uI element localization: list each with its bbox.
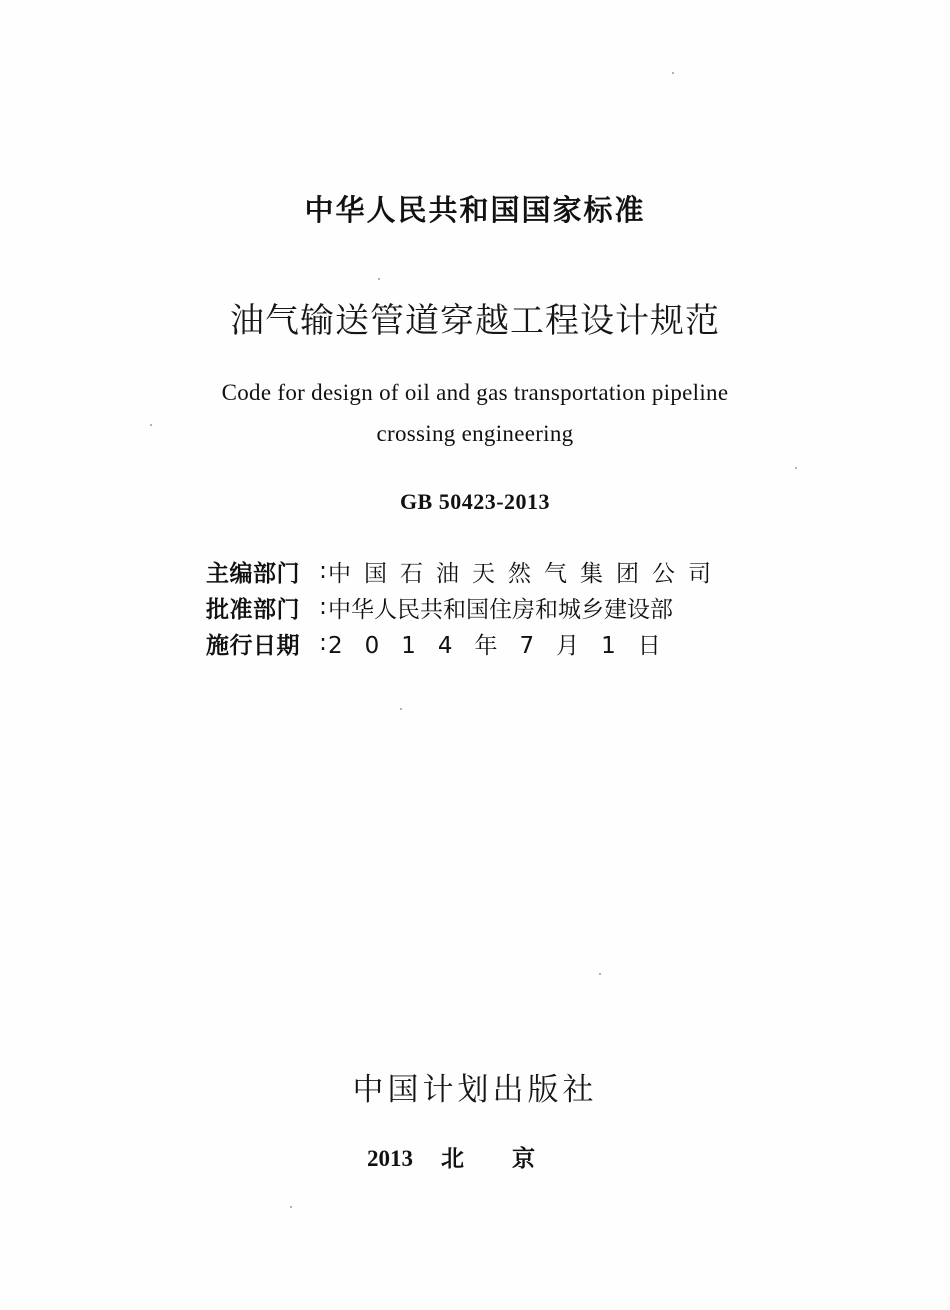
scan-speck (400, 708, 402, 710)
scan-speck (795, 467, 797, 469)
effective-date-value: 2014年7月1日 (328, 632, 683, 659)
scan-speck (290, 1206, 292, 1208)
editor-value: 中国石油天然气集团公司 (328, 560, 724, 587)
editor-separator: : (319, 558, 327, 584)
publication-year: 2013 (366, 1146, 413, 1171)
approval-label: 批准部门 (206, 596, 300, 623)
approval-separator: : (319, 594, 327, 620)
approval-value: 中华人民共和国住房和城乡建设部 (328, 596, 673, 623)
scan-speck (672, 72, 674, 74)
standard-number: GB 50423-2013 (399, 489, 551, 514)
scan-speck (599, 973, 601, 975)
publication-city: 北京 (441, 1146, 583, 1172)
issuing-info (206, 553, 726, 661)
effective-date-separator: : (319, 630, 327, 656)
national-standard-heading: 中华人民共和国国家标准 (304, 193, 646, 227)
publisher-name: 中国计划出版社 (352, 1072, 598, 1108)
effective-date-label: 施行日期 (206, 632, 300, 659)
editor-row (206, 553, 726, 589)
editor-label: 主编部门 (206, 560, 300, 587)
english-title-line-2: crossing engineering (376, 421, 574, 446)
approval-row (206, 589, 726, 625)
publication-place (0, 1140, 950, 1173)
effective-date-row (206, 625, 726, 661)
scan-speck (378, 278, 380, 280)
chinese-title: 油气输送管道穿越工程设计规范 (230, 301, 720, 341)
scan-speck (150, 424, 152, 426)
english-title-line-1: Code for design of oil and gas transportation pipeline (221, 380, 729, 405)
